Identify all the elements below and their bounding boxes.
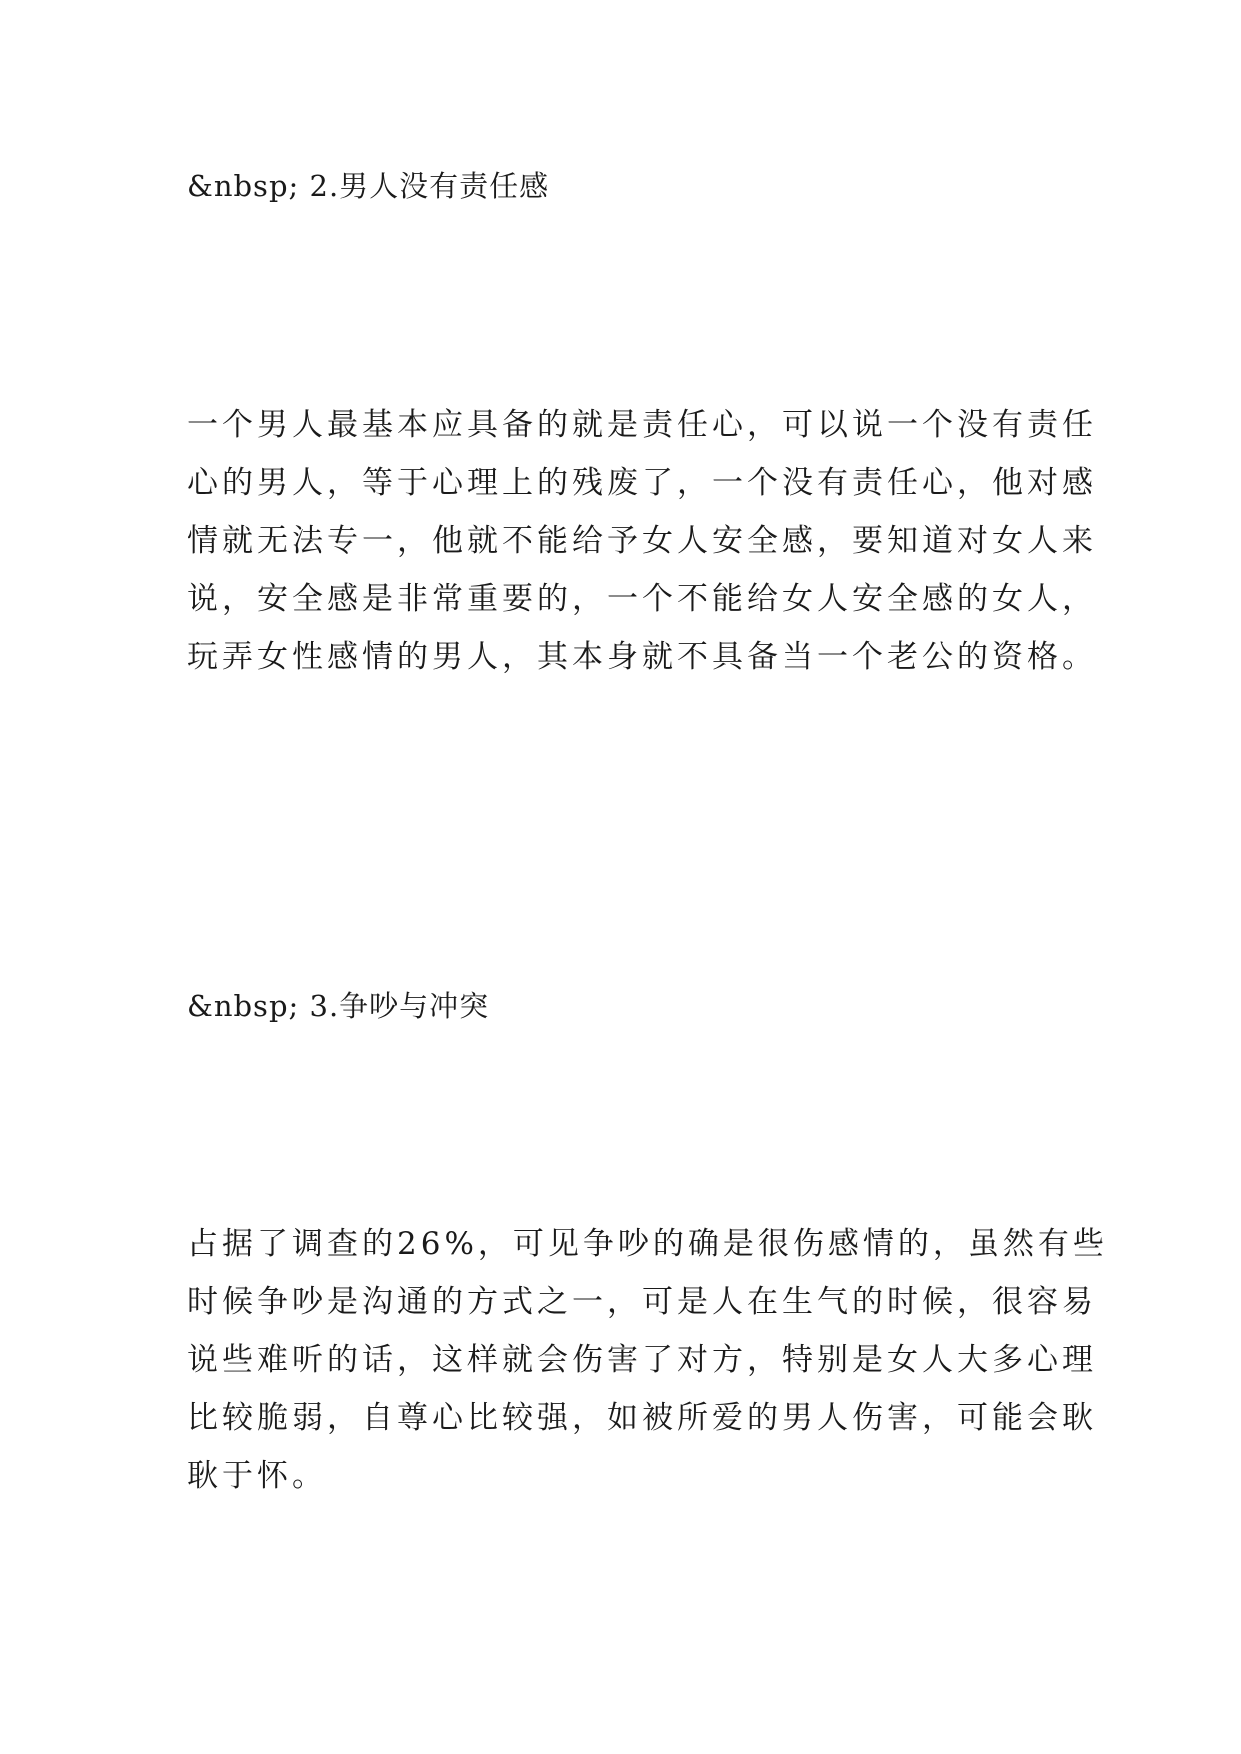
paragraph-conflict [187,1215,1108,1505]
paragraph-responsibility [187,396,1097,686]
paragraph-line: 说，安全感是非常重要的，一个不能给女人安全感的女人， [187,581,1097,617]
paragraph-line: 说些难听的话，这样就会伤害了对方，特别是女人大多心理 [187,1342,1097,1378]
paragraph-line: 玩弄女性感情的男人，其本身就不具备当一个老公的资格。 [187,639,1097,675]
paragraph-line: 时候争吵是沟通的方式之一，可是人在生气的时候，很容易 [187,1284,1097,1320]
paragraph-line: 占据了调查的26%，可见争吵的确是很伤感情的，虽然有些 [187,1226,1108,1262]
section-heading-conflict: &nbsp; 3.争吵与冲突 [187,989,490,1023]
paragraph-line: 比较脆弱，自尊心比较强，如被所爱的男人伤害，可能会耿 [187,1400,1097,1436]
paragraph-line: 耿于怀。 [187,1458,327,1494]
paragraph-line: 一个男人最基本应具备的就是责任心，可以说一个没有责任 [187,407,1097,443]
section-heading-responsibility: &nbsp; 2.男人没有责任感 [187,169,550,203]
paragraph-line: 心的男人，等于心理上的残废了，一个没有责任心，他对感 [187,465,1097,501]
paragraph-line: 情就无法专一，他就不能给予女人安全感，要知道对女人来 [187,523,1097,559]
